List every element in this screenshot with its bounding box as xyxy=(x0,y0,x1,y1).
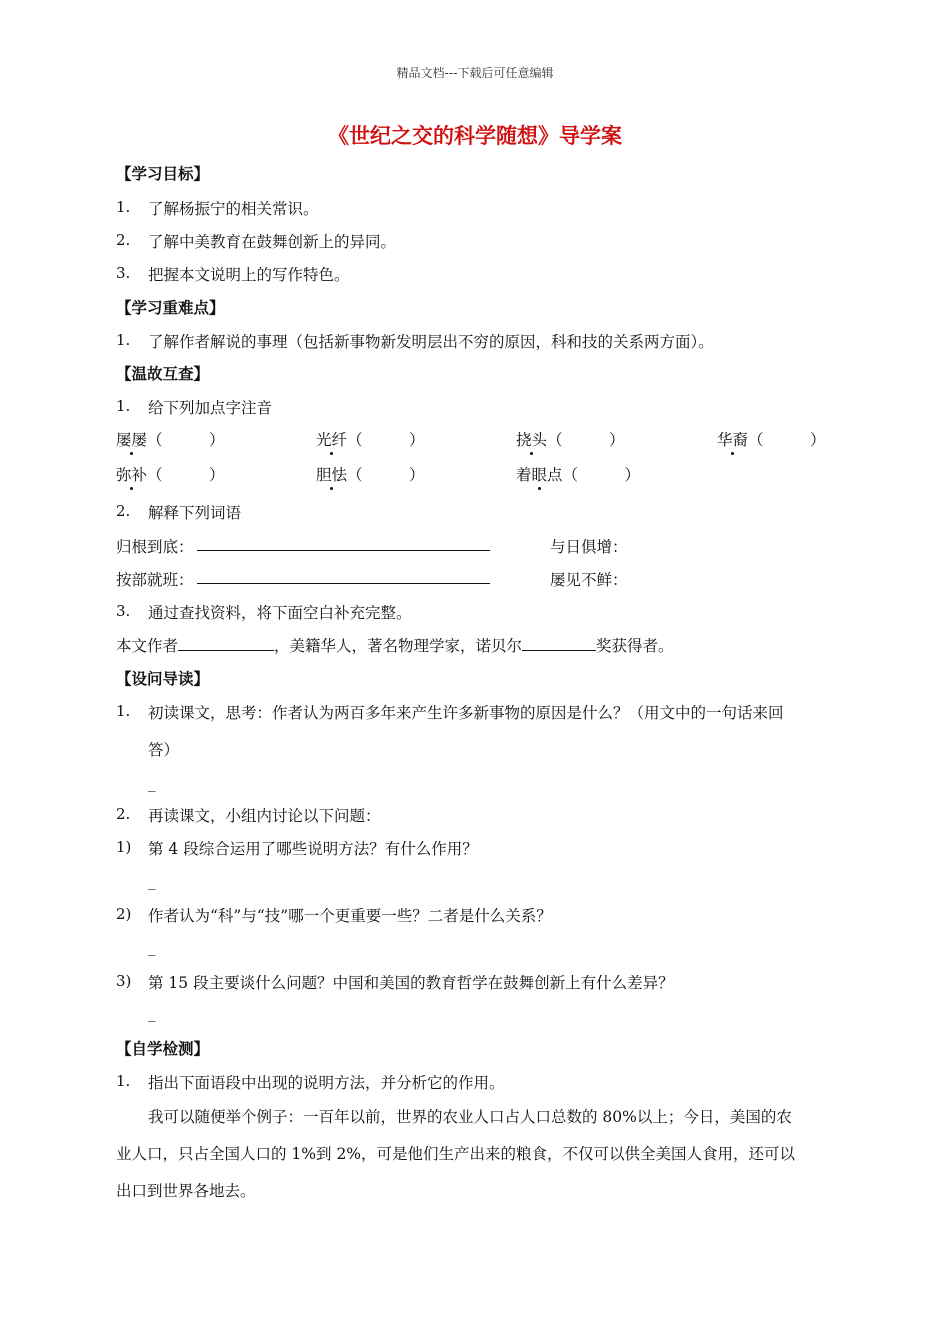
term-label: 屡见不鲜： xyxy=(550,571,628,589)
section-heading-guided-reading: 【设问导读】 xyxy=(116,670,210,688)
section-heading-objectives: 【学习目标】 xyxy=(116,165,210,183)
term-label: 按部就班： xyxy=(116,571,194,589)
term-label: 归根到底： xyxy=(116,538,194,556)
section-heading-key-points: 【学习重难点】 xyxy=(116,299,225,317)
pinyin-item xyxy=(717,428,826,450)
question-text: 解释下列词语 xyxy=(148,504,242,522)
pinyin-item xyxy=(316,428,425,450)
list-item: 了解作者解说的事理（包括新事物新发明层出不穷的原因，科和技的关系两方面）。 xyxy=(148,333,714,351)
pinyin-blank: （ ） xyxy=(147,466,225,484)
pinyin-blank: （ ） xyxy=(562,466,641,484)
blank-prize[interactable] xyxy=(522,634,596,651)
sub-question-number: 2) xyxy=(116,905,132,923)
list-item: 了解中美教育在鼓舞创新上的异同。 xyxy=(148,233,397,251)
blank-author[interactable] xyxy=(178,634,274,651)
question-text: 给下列加点字注音 xyxy=(148,399,273,417)
term-label: 与日俱增： xyxy=(550,538,628,556)
pinyin-blank: （ ） xyxy=(147,431,225,449)
pinyin-item xyxy=(116,428,225,450)
answer-line[interactable] xyxy=(197,567,490,584)
answer-mark[interactable]: _ xyxy=(148,872,156,890)
question-number: 1. xyxy=(116,1072,131,1090)
list-item: 把握本文说明上的写作特色。 xyxy=(148,266,350,284)
question-text: 初读课文，思考：作者认为两百多年来产生许多新事物的原因是什么？（用文中的一句话来回 xyxy=(148,704,784,722)
sub-question-number: 1) xyxy=(116,838,132,856)
passage-line: 我可以随便举个例子：一百年以前，世界的农业人口占人口总数的 80%以上；今日，美国的农 xyxy=(148,1108,792,1126)
list-number: 2. xyxy=(116,231,131,249)
document-title: 《世纪之交的科学随想》导学案 xyxy=(328,124,622,148)
passage-line: 业人口，只占全国人口的 1%到 2%，可是他们生产出来的粮食，不仅可以供全美国人食用，还可以 xyxy=(116,1145,796,1163)
pinyin-blank: （ ） xyxy=(748,431,826,449)
pinyin-word: 光纤 xyxy=(316,431,348,449)
fill-text: 奖获得者。 xyxy=(596,637,674,655)
pinyin-word: 屡屡 xyxy=(116,431,148,449)
question-number: 2. xyxy=(116,805,131,823)
section-heading-review: 【温故互查】 xyxy=(116,365,210,383)
sub-question-text: 第 15 段主要谈什么问题？中国和美国的教育哲学在鼓舞创新上有什么差异？ xyxy=(148,974,674,992)
answer-mark[interactable]: _ xyxy=(148,774,156,792)
fill-text: ，美籍华人，著名物理学家，诺贝尔 xyxy=(274,637,523,655)
question-text-cont: 答） xyxy=(148,741,180,759)
pinyin-item xyxy=(516,428,625,450)
pinyin-item xyxy=(516,463,640,485)
pinyin-word: 华裔 xyxy=(717,431,749,449)
sub-question-text: 第 4 段综合运用了哪些说明方法？有什么作用？ xyxy=(148,840,478,858)
page-header: 精品文档---下载后可任意编辑 xyxy=(396,66,554,80)
answer-line[interactable] xyxy=(197,534,490,551)
sub-question-text: 作者认为“科”与“技”哪一个更重要一些？二者是什么关系？ xyxy=(148,907,552,925)
list-number: 1. xyxy=(116,198,131,216)
question-text: 通过查找资料，将下面空白补充完整。 xyxy=(148,604,412,622)
sub-question-number: 3) xyxy=(116,972,132,990)
pinyin-word: 挠头 xyxy=(516,431,548,449)
question-text: 再读课文，小组内讨论以下问题： xyxy=(148,807,381,825)
pinyin-word: 胆怯 xyxy=(316,466,348,484)
list-number: 1. xyxy=(116,331,131,349)
question-text: 指出下面语段中出现的说明方法，并分析它的作用。 xyxy=(148,1074,505,1092)
list-item: 了解杨振宁的相关常识。 xyxy=(148,200,319,218)
pinyin-word: 着眼点 xyxy=(516,466,563,484)
fill-text: 本文作者 xyxy=(116,637,179,655)
pinyin-blank: （ ） xyxy=(347,466,425,484)
list-number: 3. xyxy=(116,264,131,282)
answer-mark[interactable]: _ xyxy=(148,1004,156,1022)
pinyin-item xyxy=(116,463,225,485)
fill-in-sentence xyxy=(116,634,674,656)
pinyin-word: 弥补 xyxy=(116,466,148,484)
answer-mark[interactable]: _ xyxy=(148,938,156,956)
passage-line: 出口到世界各地去。 xyxy=(116,1182,256,1200)
pinyin-blank: （ ） xyxy=(347,431,425,449)
section-heading-self-test: 【自学检测】 xyxy=(116,1040,210,1058)
question-number: 3. xyxy=(116,602,131,620)
pinyin-item xyxy=(316,463,425,485)
question-number: 2. xyxy=(116,502,131,520)
question-number: 1. xyxy=(116,397,131,415)
question-number: 1. xyxy=(116,702,131,720)
pinyin-blank: （ ） xyxy=(547,431,625,449)
